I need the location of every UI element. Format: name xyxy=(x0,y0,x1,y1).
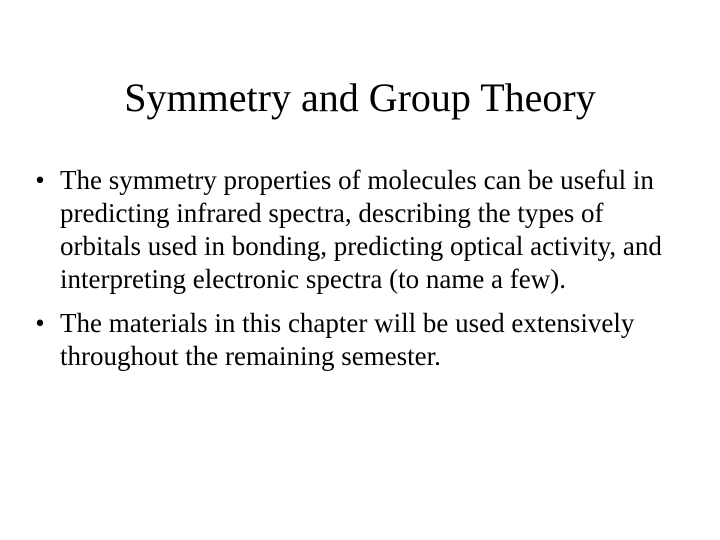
bullet-item-2 xyxy=(30,307,690,373)
bullet-list xyxy=(30,164,690,384)
bullet-dot-icon: • xyxy=(35,308,45,338)
bullet-dot-icon: • xyxy=(35,165,45,195)
bullet-item-1 xyxy=(30,164,690,296)
slide-title: Symmetry and Group Theory xyxy=(124,75,596,120)
bullet-text-1: The symmetry properties of molecules can be useful in predicting infrared spectra, describing the types of orbitals used in bonding, predicting optical activity, and interpreting electronic spectra (to name a few). xyxy=(60,165,662,294)
bullet-text-2: The materials in this chapter will be used extensively throughout the remaining semester. xyxy=(60,308,635,371)
